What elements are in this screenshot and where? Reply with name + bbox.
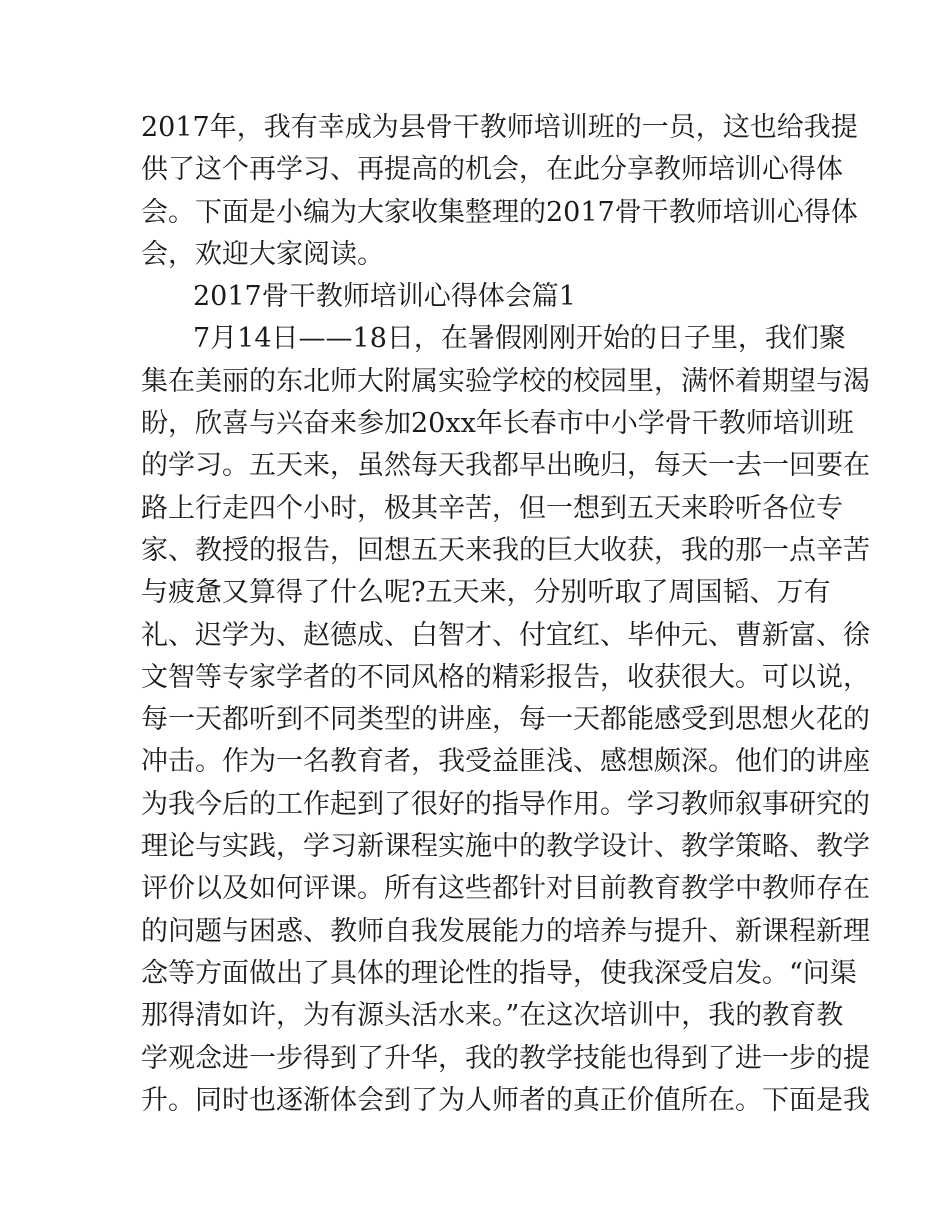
- body-line: 每一天都听到不同类型的讲座，每一天都能感受到思想火花的: [141, 704, 870, 736]
- body-line: 路上行走四个小时，极其辛苦，但一想到五天来聆听各位专: [141, 492, 843, 524]
- body-line: 的问题与困惑、教师自我发展能力的培养与提升、新课程新理: [141, 915, 870, 947]
- section-title: 2017骨干教师培训心得体会篇1: [193, 281, 576, 313]
- body-line: 礼、迟学为、赵德成、白智才、付宜红、毕仲元、曹新富、徐: [141, 619, 870, 651]
- body-line: 集在美丽的东北师大附属实验学校的校园里，满怀着期望与渴: [141, 365, 870, 397]
- body-line: 文智等专家学者的不同风格的精彩报告，收获很大。可以说，: [141, 661, 870, 693]
- body-line: 冲击。作为一名教育者，我受益匪浅、感想颇深。他们的讲座: [141, 746, 870, 778]
- body-line: 家、教授的报告，回想五天来我的巨大收获，我的那一点辛苦: [141, 534, 870, 566]
- body-line: 的学习。五天来，虽然每天我都早出晚归，每天一去一回要在: [141, 450, 870, 482]
- body-line: 升。同时也逐渐体会到了为人师者的真正价值所在。下面是我: [141, 1084, 870, 1116]
- body-line: 学观念进一步得到了升华，我的教学技能也得到了进一步的提: [141, 1042, 870, 1074]
- intro-line: 会，欢迎大家阅读。: [141, 238, 384, 270]
- intro-line: 供了这个再学习、再提高的机会，在此分享教师培训心得体: [141, 154, 843, 186]
- body-line: 那得清如许，为有源头活水来。”在这次培训中，我的教育教: [141, 1000, 844, 1032]
- body-line: 为我今后的工作起到了很好的指导作用。学习教师叙事研究的: [141, 788, 870, 820]
- body-line: 念等方面做出了具体的理论性的指导，使我深受启发。“问渠: [141, 957, 857, 989]
- intro-line: 2017年，我有幸成为县骨干教师培训班的一员，这也给我提: [141, 112, 858, 143]
- body-line: 评价以及如何评课。所有这些都针对目前教育教学中教师存在: [141, 873, 870, 905]
- body-line: 与疲惫又算得了什么呢?五天来，分别听取了周国韬、万有: [141, 577, 831, 609]
- body-line: 7月14日——18日，在暑假刚刚开始的日子里，我们聚: [193, 323, 846, 355]
- document-body: [141, 107, 870, 1122]
- body-line: 理论与实践，学习新课程实施中的教学设计、教学策略、教学: [141, 831, 870, 863]
- body-line: 盼，欣喜与兴奋来参加20xx年长春市中小学骨干教师培训班: [141, 408, 854, 440]
- intro-line: 会。下面是小编为大家收集整理的2017骨干教师培训心得体: [141, 196, 858, 228]
